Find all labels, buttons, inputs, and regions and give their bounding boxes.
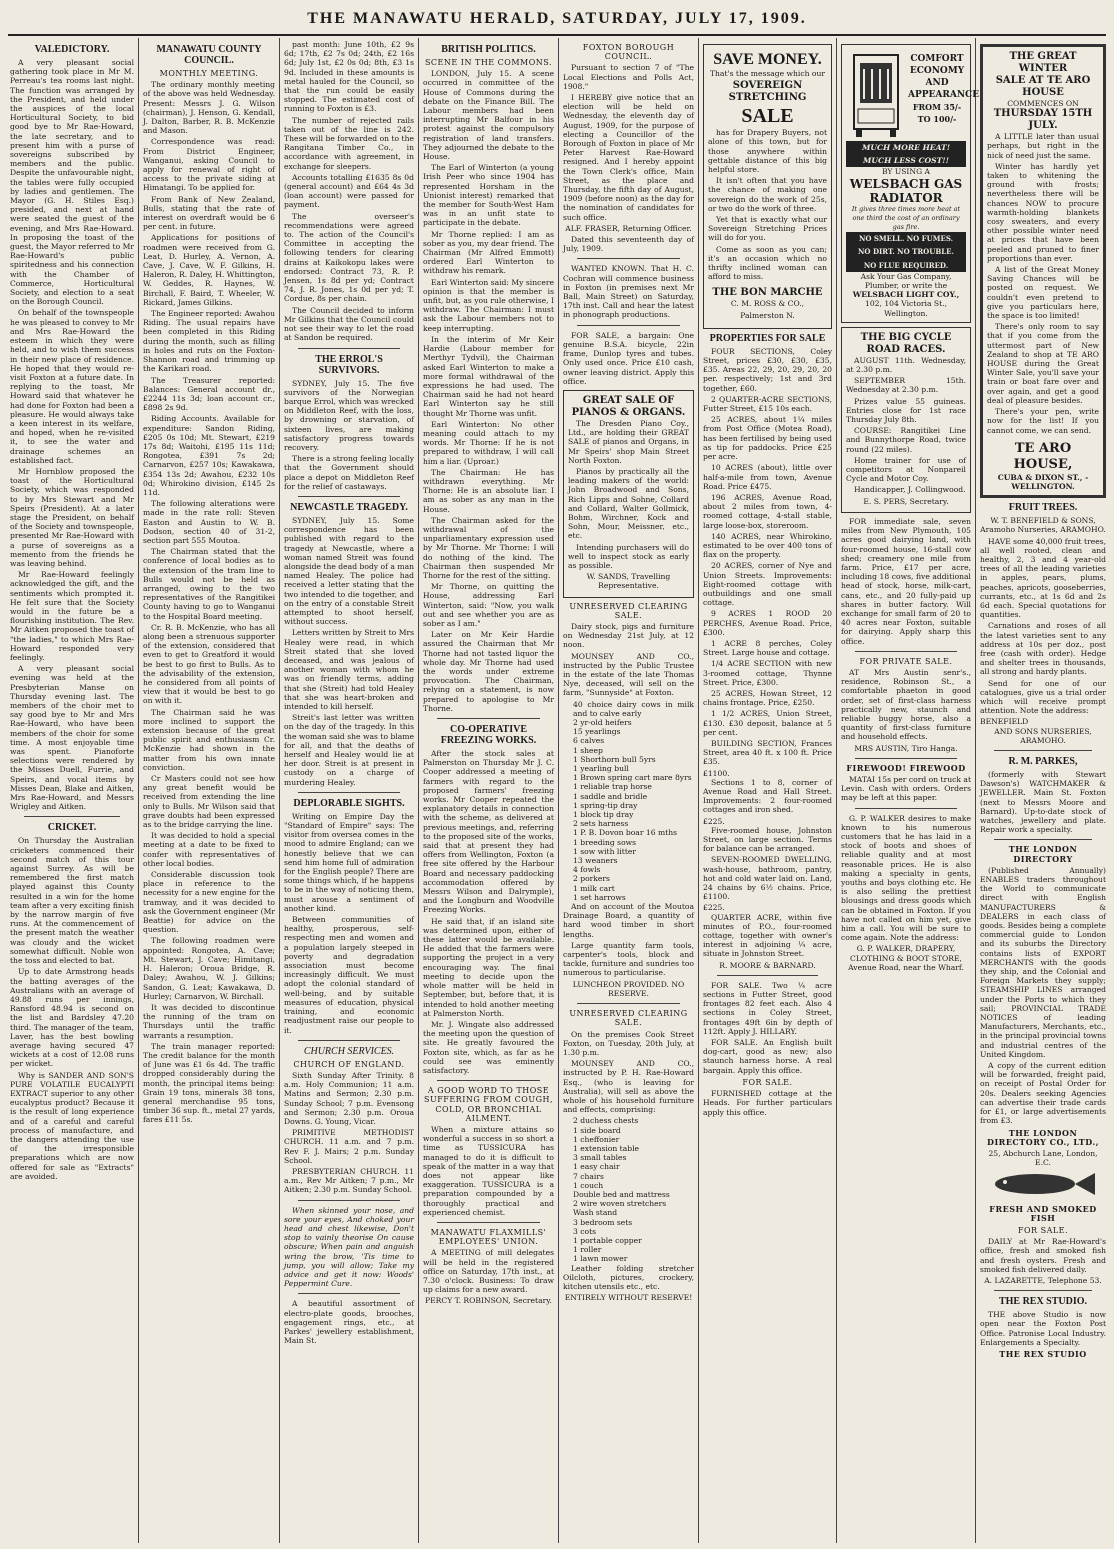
divider xyxy=(577,325,680,326)
article-paragraph: Applications for positions of roadmen were received from G. Leat, D. Hurley, A. Vernon, A. Cave, J. Cave, W. F. Gilkins, H. Haleron, R. Daley, H. Whittington, W. Geddes, R. Haynes, W. Birchall, F. Baird, T. Wheeler, W. Rickard, James Gilkins. xyxy=(143,233,275,307)
advertisement-text: G. P. WALKER desires to make known to his numerous customers that he has laid in a stock of boots and shoes of reliable quality and at most reasonable prices. He is also making a specialty in gents, youths and boys clothing etc. He is also selling the prettiest blousings and dress goods which can be obtained in Foxton. If you have not called on him yet, give him a call. You will be sure to come again. Note the address: xyxy=(841,813,971,943)
article-paragraph: Accounts totalling £1635 8s 0d (general account) and £64 4s 3d (loan account) were passed for payment. xyxy=(284,172,414,210)
ad-heading: SALE xyxy=(741,105,794,128)
article-title: CO-OPERATIVE FREEZING WORKS. xyxy=(440,724,537,747)
article-paragraph: Cr Masters could not see how any great benefit would be received from extending the line only to Bulls. Mr Wilson said that grave doubts had been expressed as to the bridge carrying the line. xyxy=(143,774,275,830)
ad-heading: SOVEREIGN xyxy=(732,80,803,92)
article-paragraph: The Chairman: He has withdrawn everything. Mr Thorne: He is an absolute liar. I am as sober as any man in the House. xyxy=(423,467,554,514)
ad-text: Yet that is exactly what our Sovereign Stretching Prices will do for you. xyxy=(708,215,827,243)
article-paragraph: Streit's last letter was written on the day of the tragedy. In this the woman said she was to blame for all, and that the deaths of herself and Healey would lie at her door. Streit is at present in custody on a charge of murdering Healey. xyxy=(284,713,414,787)
article-paragraph: Mr Thorne replied: I am as sober as you, my dear friend. The Chairman (Mr Alfred Emmott) ordered Earl Winterton to withdraw his remark. xyxy=(423,229,554,276)
furniture-item: 3 bedroom sets xyxy=(573,1217,633,1227)
divider xyxy=(24,816,120,817)
ad-title: THE GREAT WINTER xyxy=(1009,51,1077,74)
sale-item: 1 sheep xyxy=(573,745,603,755)
article-subtitle: CHURCH OF ENGLAND. xyxy=(293,1059,405,1069)
signature: G. P. WALKER, DRAPERY, CLOTHING & BOOT STORE, Avenue Road, near the Wharf. xyxy=(848,944,964,972)
furniture-item: Double bed and mattress xyxy=(573,1189,670,1199)
article-paragraph: Correspondence was read: From District Engineer, Wanganui, asking Council to apply for renewal of right of access to the private siding at Himatangi. To be applied for. xyxy=(143,137,275,193)
ad-text: THE above Studio is now open near the Foxton Post Office. Patronise Local Industry. Enlargements a Specialty. xyxy=(980,1310,1106,1347)
section-subtitle: FOR SALE. xyxy=(1017,1225,1069,1235)
furniture-item: 1 lawn mower xyxy=(573,1254,628,1264)
column-rule xyxy=(698,38,699,1543)
notice-text: Pursuant to section 7 of "The Local Elections and Polls Act, 1908." xyxy=(563,63,694,91)
ad-text: (Published Annually) ENABLES traders throughout the World to communicate direct with English MANUFACTURERS & DEALERS in each class of goods. Besides being a complete commercial guide to London and its suburbs the Directory contains lists of EXPORT MERCHANTS with the goods they ship, and the Colonial and Foreign Markets they supply; STEAMSHIP LINES arranged under the Ports to which they sail; PROVINCIAL TRADE NOTICES of leading Manufacturers, Merchants, etc., in the principal provincial towns and industrial centres of the United Kingdom. xyxy=(980,865,1106,1059)
notice-title: FOR PRIVATE SALE. xyxy=(859,656,953,666)
article-subtitle: MONTHLY MEETING. xyxy=(159,69,259,78)
sale-item: 1 yearling bull xyxy=(573,764,629,774)
article-paragraph: The overseer's recommendations were agreed to. The action of the Council's Committee in accepting the following tenders for clearing drains at Kaikokopu lakes were endorsed: Contract 73, R. P. Jensen, 1s 8d per yd; Contract 74, J. R. Jones, 1s 0d per yd; T. Cordue, 8s per chain. xyxy=(284,211,414,304)
property-listing: 9 ACRES 1 ROOD 20 PERCHES, Avenue Road. Price, £300. xyxy=(703,609,832,637)
signature: E. S. PERS, Secretary. xyxy=(863,496,949,506)
ad-text: has for Drapery Buyers, not alone of this town, but for those anywhere within gettable distance of this big helpful store. xyxy=(708,128,827,175)
verse: When skinned your nose, and sore your eyes, And choked your head and chest likewise, Don't stop to vainly theorise On cause obscure; When pain and anguish wring the brow, 'Tis time to jump, you will allow; Take my advice and get it now: Woods' Peppermint Cure. xyxy=(284,1205,414,1289)
furniture-item: 2 wire woven stretchers xyxy=(573,1199,667,1209)
notice-text: And on account of the Moutoa Drainage Board, a quantity of hard wood timber in short lengths. xyxy=(563,902,694,939)
column-rule xyxy=(558,38,559,1543)
ad-text: SEPTEMBER 15th. Wednesday at 2.30 p.m. xyxy=(846,376,966,395)
article-paragraph: Considerable discussion took place in reference to the necessity for a new engine for the tramway, and it was decided to ask the Government engineer (Mr Beattie) for advice on the question. xyxy=(143,870,275,935)
article-title: MANAWATU COUNTY COUNCIL. xyxy=(156,44,262,66)
article-paragraph: PRESBYTERIAN CHURCH. 11 a.m., Rev Mr Aitken; 7 p.m., Mr Aitken; 2.30 p.m. Sunday School. xyxy=(284,1166,414,1195)
divider xyxy=(298,496,400,497)
property-text: Sections 1 to 8, corner of Avenue Road and Hall Street. Improvements: 2 four-roomed cottages and iron shed. xyxy=(703,777,832,815)
ad-text: Winter has hardly yet taken to whitening the ground with frosts; nevertheless there will be chances NOW to procure warmth-holding blankets cosy sweaters, and every other possible winter need at prices that have been peeled and pruned to finer proportions than ever. xyxy=(987,161,1099,263)
furniture-item: 7 chairs xyxy=(573,1171,604,1181)
ad-text: HAVE some 40,000 fruit trees, all well rooted, clean and healthy, 2, 3 and 4 year-old trees of all the leading varieties in apples, pears, plums, peaches, apricots, gooseberries, currants, etc., at 1s 6d and 2s 6d each. Special quotations for quantities. xyxy=(980,536,1106,620)
article-paragraph: Letters written by Streit to Mrs Healey were read, in which Streit stated that she loved deceased, and was jealous of another woman with whom he was on friendly terms, adding that she (Streit) had told Healey that she was heart-broken and intended to kill herself. xyxy=(284,628,414,711)
ad-subtitle: COMMENCES ON xyxy=(1007,99,1079,108)
company-name: THE LONDON DIRECTORY CO., LTD., xyxy=(987,1127,1099,1147)
property-listing: 1 ACRE 8 perches, Coley Street. Large house and cottage. xyxy=(703,638,832,658)
article-paragraph: In the interim of Mr Keir Hardie (Labour member for Merthyr Tydvil), the Chairman asked Earl Winterton to make a more formal withdrawal of the expressions he had used. The Chairman said he had not heard Earl Winterton say he still thought Mr Thorne was unfit. xyxy=(423,334,554,418)
signature: W. SANDS, Travelling Representative. xyxy=(586,572,671,591)
article-paragraph: Mr Hornblow proposed the toast of the Horticultural Society, which was responded to by Mrs Stewart and Mr Speirs (President). At a later stage the President, on behalf of the Society and townspeople, presented Mr Rae-Howard with a purse of sovereigns as a memento from the friends he was leaving behind. xyxy=(10,466,134,568)
article-title: THE ERROL'S SURVIVORS. xyxy=(315,353,383,376)
heater-brand: WELSBACH GAS RADIATOR xyxy=(849,176,963,205)
divider xyxy=(577,258,680,259)
heater-tag: MUCH LESS COST!! xyxy=(846,154,966,167)
divider xyxy=(298,792,400,793)
store-name: THE BON MARCHE xyxy=(712,287,823,299)
property-listing: 1/4 ACRE SECTION with new 3-roomed cottage, Thynne Street. Price, £300. xyxy=(703,659,832,687)
property-listing: 25 ACRES, about 1¼ miles from Post Office (Motea Road), has been fertilised by being used as tip for paddocks. Price £25 per acre. xyxy=(703,415,832,462)
article-paragraph: On Thursday the Australian cricketers commenced their second match of this tour against Surrey. As will be remembered the first match played against this County resulted in a win for the home team after a very exciting finish by the narrow margin of five runs. At the commencement of the present match the weather was cloudy and the wicket somewhat difficult. Noble won the toss and elected to bat. xyxy=(10,836,134,966)
article-paragraph: Up to date Armstrong heads the batting averages of the Australians with an average of 49.88 runs per innings, Ransford 48.94 is second on the list and Bardsley 47.20 third. The manager of the team, Laver, has the best bowling average having secured 47 wickets at a cost of 12.08 runs per wicket. xyxy=(10,967,134,1069)
heater-address: 102, 104 Victoria St., Wellington. xyxy=(865,299,947,318)
heater-note: It gives three times more heat at one third the cost of an ordinary gas fire. xyxy=(851,204,961,232)
notice-title: FIREWOOD! FIREWOOD xyxy=(846,762,966,773)
article-paragraph: The number of rejected rails taken out of the line is 242. These will be forwarded on to the Rangitana Timber Co., in accordance with agreement, in exchange for sleepers. xyxy=(284,115,414,171)
article-paragraph: There is a strong feeling locally that the Government should place a depot on Middleton Reef for the relief of castaways. xyxy=(284,454,414,491)
sale-item: 1 Shorthorn bull 5yrs xyxy=(573,754,656,764)
article-paragraph: SYDNEY, July 15. Some correspondence has been published with regard to the tragedy at Newcastle, where a woman named Streit was found alongside the dead body of a man named Healey. The police had received a letter stating that the two intended to die together, and on the entry of a constable Streit attempted to shoot herself, without success. xyxy=(284,515,414,627)
article-paragraph: The Chairman asked for the withdrawal of the unparliamentary expression used by Mr Thorne. Mr Thorne: I will do nothing of the kind. The Chairman then suspended Mr Thorne for the rest of the sitting. xyxy=(423,515,554,580)
notice-text: A MEETING of mill delegates will be held in the registered office on Saturday, 17th inst., at 7.30 o'clock. Business: To draw up claims for a new award. xyxy=(423,1248,554,1295)
heater-company: WELSBACH LIGHT COY., xyxy=(852,290,960,300)
section-title: FRUIT TREES. xyxy=(1008,502,1078,514)
article-paragraph: Between communities of healthy, prosperous, self-respecting men and women and a population largely steeped in poverty and degradation association must become increasingly difficult. We must adopt the colonial standard of well-being, and by suitable measures of education, physical training, and economic readjustment raise our people to it. xyxy=(284,915,414,1035)
ad-text: It isn't often that you have the chance of making one sovereign do the work of 25s, or two do the work of three. xyxy=(708,176,827,213)
divider xyxy=(437,1222,540,1223)
sale-items-list xyxy=(563,700,694,902)
property-text: Five-roomed house, Johnston Street, on large section. Terms for balance can be arranged. xyxy=(703,825,832,854)
advertisement-text: FOR SALE. An English built dog-cart, good as new; also staunch harness horse. A real bargain. Apply this office. xyxy=(703,1038,832,1075)
article-title: CHURCH SERVICES. xyxy=(303,1045,395,1057)
ad-text: A list of the Great Money Saving Chances will be posted on request. We couldn't even pretend to give you particulars here, the space is too limited! xyxy=(987,265,1099,321)
article-paragraph: Riding Accounts. Available for expenditure: Sandon Riding, £205 0s 10d; Mt. Stewart, £219 17s 8d; Waitohi, £195 11s 11d; Rongotea, £391 7s 2d; Carnarvon, £257 10s; Kawakawa, £354 13s 2d; Awahou, £232 10s 0d; Whirokino division, £145 2s 11d. xyxy=(143,414,275,497)
column-rule xyxy=(138,38,139,1543)
ad-text: COURSE: Rangitikei Line and Bunnythorpe Road, twice round (22 miles). xyxy=(846,426,966,454)
fish-icon xyxy=(980,1169,1100,1199)
heater-by: BY USING A xyxy=(881,167,931,177)
sale-item: 13 weaners xyxy=(573,856,618,866)
notice-text: Dated this seventeenth day of July, 1909. xyxy=(563,235,694,254)
sale-item: 2 sets harness xyxy=(573,819,629,829)
article-paragraph: The Council decided to inform Mr Gilkins that the Council could not see their way to let the road at Sandon be required. xyxy=(284,305,414,343)
notice-text: On the premises Cook Street Foxton, on Tuesday, 20th July, at 1.30 p.m. xyxy=(563,1029,694,1057)
radiator-illustration xyxy=(846,49,980,141)
ad-text: Palmerston N. xyxy=(740,310,795,320)
ad-heading: STRETCHING xyxy=(728,92,807,104)
ad-text: Pianos by practically all the leading makers of the world: John Broadwood and Sons, Rich Lipps and Sohne, Collard and Collard, Walter Gollmick, Bohm, Wirchner, Kock and Sohn, Mour, Meissner, etc., etc. xyxy=(568,466,689,541)
notice-text: MOUNSEY AND CO., instructed by P. H. Rae-Howard Esq., (who is leaving for Australia), will sell as above the whole of his household furniture and effects, comprising: xyxy=(563,1059,694,1115)
furniture-item: 1 side board xyxy=(573,1125,621,1135)
article-paragraph: The train manager reported: The credit balance for the month of June was £1 6s 4d. The traffic dropped considerably during the month, the principal items being: Grain 19 tons, minerals 38 tons, general merchandise 95 tons, timber 36 sup. ft., metal 27 yards, fares £11 5s. xyxy=(143,1041,275,1125)
article-paragraph: The following roadmen were appointed: Rongotea, A. Cave; Mt. Stewart, J. Cave; Himitangi, H. Haleron; Oroua Bridge, R. Daley; Awahou, W. J. Gilkins; Sandon, G. Leat; Kawakawa, D. Hurley; Carnarvon, W. Birchall. xyxy=(143,936,275,1001)
article-title: BRITISH POLITICS. xyxy=(441,44,536,55)
heater-tag: MUCH MORE HEAT! xyxy=(846,141,966,154)
sale-item: 1 sow with litter xyxy=(573,846,636,856)
sale-item: 1 reliable trap horse xyxy=(573,782,652,792)
signature: R. MOORE & BARNARD. xyxy=(719,960,816,970)
article-subtitle: A GOOD WORD TO THOSE SUFFERING FROM COUGH, COLD, OR BRONCHIAL AILMENT. xyxy=(424,1086,553,1123)
property-listing: 25 ACRES, Howan Street, 12 chains frontage. Price, £250. xyxy=(703,688,832,708)
article-paragraph: It was decided to discontinue the running of the tram on Thursdays until the traffic warrants a resumption. xyxy=(143,1002,275,1040)
article-paragraph: The Earl of Winterton (a young Irish Peer who since 1904 has represented Horsham in the Unionist interest) remarked that the member for South-West Ham was in an unfit state to participate in the debate. xyxy=(423,163,554,228)
column-rule xyxy=(975,38,976,1543)
notice-title: UNRESERVED CLEARING SALE. xyxy=(569,1009,688,1028)
sale-item: 2 yr-old heifers xyxy=(573,718,632,727)
article-paragraph: The Treasurer reported: Balances: General account dr., £2244 11s 3d; loan account cr., £898 2s 9d. xyxy=(143,375,275,413)
ad-title: SALE AT TE ARO HOUSE xyxy=(995,75,1091,98)
section-title: FRESH AND SMOKED FISH xyxy=(989,1203,1097,1223)
article-paragraph: SYDNEY, July 15. The five survivors of the Norwegian barque Errol, which was wrecked on Middleton Reef, with the loss, by drowning or starvation, of sixteen lives, are making satisfactory progress towards recovery. xyxy=(284,378,414,452)
ad-text: A LITTLE later than usual perhaps, but right in the nick of need just the same. xyxy=(987,132,1099,160)
sale-item: 1 milk cart xyxy=(573,883,615,893)
company-address: 25, Abchurch Lane, London, E.C. xyxy=(988,1148,1098,1168)
sale-item: 6 calves xyxy=(573,736,605,746)
property-text: SEVEN-ROOMED DWELLING, wash-house, bathroom, pantry, hot and cold water laid on. Land, 24 chains by 6½ chains. Price, £1100. xyxy=(703,855,832,902)
article-paragraph: The Engineer reported: Awahou Riding. The usual repairs have been completed in this Riding during the month, such as filling in holes and ruts on the Foxton-Shannon road and trimming up the Karikari road. xyxy=(143,309,275,374)
properties-list xyxy=(703,347,832,767)
heater-headline: COMFORT ECONOMY AND APPEARANCE FROM 35/-TO 100/- xyxy=(908,54,980,124)
ad-date: THURSDAY 15TH JULY. xyxy=(993,108,1093,132)
ad-text: Carnations and roses of all the latest varieties sent to any address at 10s per doz., post free (cash with order). Hedge and shelter trees in thousands, all strong and hardy plants. xyxy=(980,621,1106,677)
ad-text: C. M. ROSS & CO., xyxy=(730,299,805,309)
ad-title: GREAT SALE OF PIANOS & ORGANS. xyxy=(571,394,686,418)
notice-text: I HEREBY give notice that an election will be held on Wednesday, the eleventh day of August, 1909, for the purpose of electing a Councillor of the Borough of Foxton in place of Mr Peter Harvest Rae-Howard resigned. And I hereby appoint the Town Clerk's office, Main Street, as the place and Thursday, the fifth day of August, 1909 (before noon) as the day for the nomination of candidates for such office. xyxy=(563,93,694,222)
sale-item: 1 spring-tip dray xyxy=(573,800,638,810)
article-paragraph: A very pleasant social gathering took place in Mr M. Perreau's tea rooms last night. The function was arranged by the President, and held under the auspices of the local Horticultural Society, to bid good bye to Mr Rae-Howard, the late secretary, and to present him with a purse of sovereigns subscribed by members and the public. Despite the unfavourable night, the tables were fully occupied by ladies and gentlemen. The Mayor (G. H. Stiles Esq.) presided, and next at hand were seated the guest of the evening, and Mrs Rae-Howard. In proposing the toast of the guest, the Mayor referred to Mr Rae-Howard's public spiritedness and his connection with the Chamber of Commerce, Horticultural Society, and election to a seat on the Borough Council. xyxy=(10,58,134,307)
property-listing: 20 ACRES, corner of Nye and Union Streets. Improvements: Eight-roomed cottage with outbuildings and one small cottage. xyxy=(703,561,832,608)
ad-text: (formerly with Stewart Dawson's) WATCHMAKER & JEWELLER. Main St. Foxton (next to Messrs Moore and Barnard). Up-to-date stock of watches, jewellery and plate. Repair work a specialty. xyxy=(980,769,1106,835)
advertisement-text: A beautiful assortment of electro-plate goods, brooches, engagement rings, etc., at Parkes' jewellery establishment, Main St. xyxy=(284,1299,414,1346)
sale-item: 2 porkers xyxy=(573,874,610,884)
ad-text: There's only room to say that if you come from the uttermost part of New Zealand to shop at TE ARO HOUSE during the Great Winter Sale, you'll save your train or boat fare over and over again, and get a good deal of pleasure besides. xyxy=(987,322,1099,405)
divider xyxy=(994,1290,1092,1291)
article-paragraph: PRIMITIVE METHODIST CHURCH. 11 a.m. and 7 p.m. Rev F. J. Mairs; 2 p.m. Sunday School. xyxy=(284,1128,414,1165)
article-paragraph: After the stock sales at Palmerston on Thursday Mr J. C. Cooper addressed a meeting of farmers with regard to the proposed farmers' freezing works. Mr Cooper repeated the explanatory details in connection with the scheme, as delivered at previous meetings, and, referring to the proposed site of the works, said that at present they had offers from Wellington, Foxton (a free site offered by the Harbour Board and necessary paddocking accommodation offered by Messrs Wilson and Dalrymple), and the Longburn and Woodville Freezing Works. xyxy=(423,749,554,915)
ad-text: Send for one of our catalogues, give us a trial order which will receive prompt attention. Note the address: xyxy=(980,678,1106,716)
advertisement-text: WANTED KNOWN. That H. C. Cochran will commence business in Foxton (in premises next Mr Ball, Main Street) on Saturday, 17th inst. Call and hear the latest in phonograph productions. xyxy=(563,264,694,320)
column-5 xyxy=(563,40,694,1545)
masthead-rule xyxy=(8,34,1106,36)
sovereign-sale-ad xyxy=(703,44,832,329)
sale-item: 40 choice dairy cows in milk and to calve early xyxy=(573,699,694,718)
furniture-item: 1 cheffonier xyxy=(573,1134,620,1144)
article-paragraph: Sixth Sunday After Trinity. 8 a.m. Holy Communion; 11 a.m. Matins and Sermon; 2.30 p.m. Sunday School; 7 p.m. Evensong and Sermon; 2.30 p.m. Oroua Downs. G. Young, Vicar. xyxy=(284,1070,414,1126)
ad-text: There's your pen, write now for the list! If you cannot come, we can send. xyxy=(987,407,1099,435)
article-title: CRICKET. xyxy=(47,822,97,834)
heater-feature: NO FLUE REQUIRED. xyxy=(846,259,966,272)
advertisement-text: FOR SALE. Two ¼ acre sections in Futter Street, good frontages 82 feet each. Also 4 sections in Coley Street, frontages 49ft 6in by depth of 112ft. Apply J. HILLARY. xyxy=(703,980,832,1036)
column-rule xyxy=(836,38,837,1543)
notice-text: Leather folding stretcher Oilcloth, pictures, crockery, kitchen utensils etc., etc. xyxy=(563,1263,694,1291)
ad-text: AND SONS NURSERIES, ARAMOHO. xyxy=(994,726,1092,745)
sale-item: 4 fowls xyxy=(573,865,601,875)
article-title: NEWCASTLE TRAGEDY. xyxy=(290,501,408,513)
heater-ask: Ask Your Gas Company, Plumber, or write the xyxy=(860,271,952,291)
column-2 xyxy=(143,40,275,1545)
property-listing: 140 ACRES, near Whirokino, estimated to be over 400 tons of flax on the property. xyxy=(703,531,832,560)
te-aro-sale-ad xyxy=(980,44,1106,498)
column-1 xyxy=(10,40,134,1545)
article-paragraph: From Bank of New Zealand, Bulls, stating that the rate of interest on overdraft would be 6 per cent. in future. xyxy=(143,194,275,232)
divider xyxy=(717,975,818,976)
heater-feature: NO SMELL. NO FUMES. xyxy=(846,232,966,245)
article-paragraph: The Chairman stated that the conference of local bodies as to the extension of the tram line to Bulls would not be held as arranged, owing to the two representatives of the Rangitikei County having to go to Wanganui to the Hospital Board meeting. xyxy=(143,547,275,621)
divider xyxy=(577,1003,680,1004)
divider xyxy=(298,1200,400,1201)
divider xyxy=(994,839,1092,840)
section-title: R. M. PARKES, xyxy=(1008,755,1078,767)
section-title: THE REX STUDIO xyxy=(999,1348,1087,1359)
divider xyxy=(437,1080,540,1081)
article-paragraph: Mr Thorne, on quitting the House, addressing Earl Winterton, said: "Now, you walk out and see whether you are as sober as I am." xyxy=(423,582,554,628)
article-paragraph: Earl Winterton said: My sincere opinion is that the member is unfit, but, as you rule otherwise, I withdraw. The Chairman: I must ask the Labour members not to keep interrupting. xyxy=(423,277,555,333)
divider xyxy=(298,1040,400,1041)
ad-text: The Dresden Piano Coy., Ltd., are holding their GREAT SALE of pianos and Organs, in Mr Speirs' shop Main Street North Foxton. xyxy=(568,418,689,465)
notice-text: LUNCHEON PROVIDED. NO RESERVE. xyxy=(572,979,685,998)
section-title: PROPERTIES FOR SALE xyxy=(709,332,826,344)
article-subtitle: SCENE IN THE COMMONS. xyxy=(424,58,553,67)
advertisement-text: FURNISHED cottage at the Heads. For further particulars apply this office. xyxy=(703,1089,832,1117)
divider xyxy=(298,348,400,349)
advertisement-text: MATAI 15s per cord on truck at Levin. Cash with orders. Orders may be left at this paper. xyxy=(841,774,971,803)
furniture-item: 1 portable copper xyxy=(573,1235,642,1245)
advertisement-text: When a mixture attains so wonderful a success in so short a time as TUSSICURA has managed to do it is difficult to speak of the matter in a way that does not appear like exaggeration. TUSSICURA is a preparation compounded by a thoroughly practical and experienced chemist. xyxy=(423,1124,554,1217)
furniture-item: 1 extension table xyxy=(573,1143,640,1153)
ad-text: Come as soon as you can; it's an occasion which no thrifty inclined woman can afford to miss. xyxy=(708,244,827,282)
piano-sale-ad xyxy=(563,390,694,598)
ad-text: Prizes value 55 guineas. Entries close for 1st race Thursday July 8th. xyxy=(846,396,966,425)
ad-text: W. T. BENEFIELD & SONS, Aramoho Nurseries, ARAMOHO. xyxy=(980,516,1106,535)
advertisement-text: AT Mrs Austin senr's., residence, Robinson St., a comfortable phaeton in good order, set of first-class harness practically new, staunch and reliable buggy horse, also a quantity of first-class furniture and household effects. xyxy=(841,667,971,742)
article-paragraph: Mr. J. Wingate also addressed the meeting upon the question of site. He greatly favoured the Foxton site, which, as far as he could see was eminently satisfactory. xyxy=(423,1019,554,1075)
divider xyxy=(855,808,957,809)
radiator-icon xyxy=(846,49,906,139)
article-paragraph: The following alterations were made in the rate roll: Steven Easton and Austin to W. B. Dodson, section 40 of 31-2, section part 555 Moutoa. xyxy=(143,499,275,545)
sale-item: 15 yearlings xyxy=(573,727,621,737)
ad-text: A copy of the current edition will be forwarded, freight paid, on receipt of Postal Order for 20s. Dealers seeking Agencies can advertise their trade cards for £1, or large advertisements from £3. xyxy=(980,1061,1106,1126)
property-listing: FOUR SECTIONS, Coley Street, prices £30, £30, £35, £35. Areas 22, 29, 20, 29, 20, 20 per. respectively; 1st and 3rd together, £60. xyxy=(703,346,832,393)
article-paragraph: LONDON, July 15. A scene occurred in committee of the House of Commons during the debate on the Finance Bill. The Labour members had been interrupting Mr Balfour in his protest against the compulsory registration of land transfers. They adjourned the debate to the House. xyxy=(423,69,554,162)
furniture-item: 3 cots xyxy=(573,1226,597,1236)
notice-text: Dairy stock, pigs and furniture on Wednesday 21st July, at 12 noon. xyxy=(563,621,694,650)
column-6 xyxy=(703,40,832,1545)
furniture-list xyxy=(563,1116,694,1263)
article-paragraph: Writing on Empire Day the "Standard of Empire" says: The visitor from oversea comes in the mood to admire England; can we honestly believe that we can send him home full of admiration for the English people? There are some things which, if he happens to be in the way of noticing them, must arouse a sentiment of another kind. xyxy=(284,811,414,913)
column-4 xyxy=(423,40,554,1545)
property-text: QUARTER ACRE, within five minutes of P.O., four-roomed cottage, together with owner's interest in adjoining ¼ acre, situate in Johnston Street. xyxy=(703,912,832,959)
column-rule xyxy=(418,38,419,1543)
signature: PERCY T. ROBINSON, Secretary. xyxy=(425,1296,552,1306)
store-address: CUBA & DIXON ST., - WELLINGTON. xyxy=(997,472,1089,491)
sale-item: 1 Brown spring cart mare 8yrs xyxy=(573,773,692,783)
section-title: THE REX STUDIO. xyxy=(998,1296,1088,1308)
ad-text: DAILY at Mr Rae-Howard's office, fresh and smoked fish and fresh oysters. Fresh and smoked fish delivered daily. xyxy=(980,1237,1106,1274)
heater-feature: NO DIRT. NO TROUBLE. xyxy=(846,245,966,258)
price-heading: £225. xyxy=(703,816,725,826)
furniture-item: 2 duchess chests xyxy=(573,1116,639,1126)
advertisement-text: Why is SANDER AND SON'S PURE VOLATILE EUCALYPTI EXTRACT superior to any other eucalyptus product? Because it is the result of long experience and of a careful and careful process of manufacture, and the dangers attending the use of the irresponsible preparations which are now offered for sale as "Extracts" are avoided. xyxy=(10,1070,134,1181)
article-paragraph: The ordinary monthly meeting of the above was held Wednesday. Present: Messrs J. G. Wilson (chairman), J. Henson, G. Kendall, J. Dalton, Barber, R. B. McKenzie and Mason. xyxy=(143,80,275,136)
article-paragraph: Cr. R. B. McKenzie, who has all along been a strenuous supporter of the extension, considered that even to get to Greatford it would be best to go first to Bulls. As to the advisability of the extension, he considered from all points of view that it would be best to go on with it. xyxy=(143,622,275,706)
ad-text: AUGUST 11th. Wednesday, at 2.30 p.m. xyxy=(846,355,966,375)
notice-text: Large quantity farm tools, carpenter's tools, block and tackle, furniture and sundries too numerous to particularise. xyxy=(563,940,694,978)
nursery-name: BENEFIELD xyxy=(980,717,1029,727)
section-title: THE LONDON DIRECTORY xyxy=(1008,844,1078,864)
column-8 xyxy=(980,40,1106,1545)
advertisement-text: FOR SALE, a bargain: One genuine B.S.A. bicycle, 22in frame, Dunlop tyres and tubes. Only used once. Price £10 cash, owner leaving district. Apply this office. xyxy=(563,330,694,386)
furniture-item: 1 couch xyxy=(573,1180,604,1190)
property-listing: BUILDING SECTION, Frances Street, area 40 ft. x 100 ft. Price £35. xyxy=(703,738,832,767)
article-title: DEPLORABLE SIGHTS. xyxy=(293,797,405,809)
signature: MRS AUSTIN, Tiro Hanga. xyxy=(854,743,958,753)
ad-title: SAVE MONEY. xyxy=(713,51,822,68)
divider xyxy=(855,651,957,652)
cycle-races-ad xyxy=(841,327,971,513)
notice-title: FOR SALE. xyxy=(742,1077,793,1087)
divider xyxy=(437,718,540,719)
article-paragraph: A very pleasant social evening was held at the Presbyterian Manse on Thursday evening last. The members of the choir met to say good bye to Mr and Mrs Rae-Howard, who have been members of the choir for some time. A most enjoyable time was spent. Pianoforte selections were rendered by the Misses Duell, Furrie, and Speirs, and vocal items by Misses Dean, Blake and Aitken, Mrs Rae-Howard, and Messrs Wrigley and Aitken. xyxy=(10,664,134,812)
article-paragraph: past month: June 10th, £2 9s 6d; 17th, £2 7s 0d; 24th, £2 16s 6d; July 1st, £2 0s 0d; 8th, £3 1s 9d. Included in these amounts is metal hauled for the Council, so that the run could be easily stopped. The estimated cost of running to Foxton is £3. xyxy=(284,40,414,114)
ad-text: Intending purchasers will do well to inspect stock as early as possible. xyxy=(568,542,689,570)
masthead xyxy=(0,0,1114,34)
property-listing: 1 1/2 ACRES, Union Street, £130. £30 deposit, balance at 5 per cent. xyxy=(703,709,832,737)
notice-title: UNRESERVED CLEARING SALE. xyxy=(569,601,688,620)
signature: ALF. FRASER, Returning Officer. xyxy=(565,223,692,233)
furniture-item: Wash stand xyxy=(573,1208,618,1218)
notice-text: MOUNSEY AND CO., instructed by the Public Trustee in the estate of the late Thomas Nye, deceased, will sell on the farm, "Sunnyside" at Foxton. xyxy=(563,651,694,698)
ad-text: Handicapper, J. Collingwood. xyxy=(854,485,966,495)
price-heading: £225. xyxy=(703,903,725,913)
furniture-item: 3 small tables xyxy=(573,1153,627,1163)
sale-item: 1 set harrows xyxy=(573,892,626,902)
notice-title: FOXTON BOROUGH COUNCIL. xyxy=(582,43,675,62)
property-listing: 10 ACRES (about), little over half-a-mile from town, Avenue Road. Price £475. xyxy=(703,463,832,491)
sale-item: 1 block tip dray xyxy=(573,810,634,820)
store-name: TE ARO HOUSE, xyxy=(1013,440,1073,472)
property-listing: 2 QUARTER-ACRE SECTIONS, Futter Street, £15 10s each. xyxy=(703,394,832,414)
advertisement-text: FOR immediate sale, seven miles from New Plymouth, 105 acres good dairying land, with four-roomed house, 16-stall cow shed; creamery one mile from farm. Price, £17 per acre, including 18 cows, five additional head of stock, horse, milk-cart, cans, etc., and 20 fully-paid up shares in butter factory. Will exchange for small farm of 20 to 40 acres near Foxton, suitable for dairying. Apply sharp this office. xyxy=(841,516,971,646)
column-7 xyxy=(841,40,980,1545)
furniture-item: 1 roller xyxy=(573,1245,602,1255)
article-title: VALEDICTORY. xyxy=(34,44,110,55)
sale-item: 1 breeding sows xyxy=(573,837,637,847)
signature: A. LAZARETTE, Telephone 53. xyxy=(984,1275,1102,1285)
article-paragraph: It was decided to hold a special meeting at a date to be fixed to confer with representatives of other local bodies. xyxy=(143,831,275,868)
divider xyxy=(855,758,957,759)
masthead-title: THE MANAWATU HERALD, SATURDAY, JULY 17, 1909. xyxy=(307,10,807,27)
notice-text: ENTIRELY WITHOUT RESERVE! xyxy=(564,1293,693,1303)
furniture-item: 1 easy chair xyxy=(573,1162,620,1172)
column-3 xyxy=(284,40,414,1545)
column-rule xyxy=(279,38,280,1543)
sale-item: 1 P. B. Dovon boar 16 mths xyxy=(573,828,677,838)
divider xyxy=(298,1293,400,1294)
article-paragraph: Later on Mr Keir Hardie assured the Chairman that Mr Thorne had not tasted liquor the whole day. Mr Thorne had used the words under extreme provocation. The Chairman, relying on a statement, is now prepared to apologise to Mr Thorne. xyxy=(423,630,554,713)
article-paragraph: Earl Winterton: No other meaning could attach to my words. Mr Thorne: If he is not prepared to withdraw, I will call him a liar. (Uproar.) xyxy=(423,419,554,466)
article-paragraph: He said that, if an island site was determined upon, either of these latter would be available. He added that the farmers were supporting the project in a very encouraging way. The final meeting to decide upon the whole matter will be held in September, but, before that, it is intended to hold another meeting at Palmerston North. xyxy=(423,916,554,1018)
sale-item: 1 saddle and bridle xyxy=(573,791,648,801)
ad-text: That's the message which our xyxy=(709,69,826,78)
ad-text: Home trainer for use of competitors at Nonpareil Cycle and Motor Coy. xyxy=(846,455,966,484)
article-paragraph: On behalf of the townspeople he was pleased to convey to Mr and Mrs Rae-Howard the esteem in which they were held, and to wish them success in their new place of residence. He hoped that they would re-visit Foxton at a future date. In replying to the toast, Mr Howard said that whatever he had done for Foxton had been a pleasure. He would always take a keen interest in its welfare, and hoped, when he re-visited it, to see the water and drainage schemes an established fact. xyxy=(10,308,134,465)
divider xyxy=(994,750,1092,751)
gas-radiator-ad xyxy=(841,44,980,323)
property-listing: 196 ACRES, Avenue Road, about 2 miles from town, 4-roomed cottage, 4-stall stable, large loose-box, storeroom. xyxy=(703,492,832,530)
price-heading: £1100. xyxy=(703,768,730,778)
article-paragraph: Mr Rae-Howard feelingly acknowledged the gift, and the sentiments which prompted it. He felt sure that the Society would in the future be a flourishing institution. The Rev. Mr Aitken proposed the toast of "the ladies," to which Mrs Rae-Howard responded very feelingly. xyxy=(10,570,134,662)
article-paragraph: The Chairman said he was more inclined to support the extension because of the great public spirit and enthusiasm Cr. McKenzie had shown in the matter from his own innate conviction. xyxy=(143,707,275,772)
article-subtitle: MANAWATU FLAXMILLS' EMPLOYEES' UNION. xyxy=(430,1227,547,1247)
ad-title: THE BIG CYCLE ROAD RACES. xyxy=(860,331,952,355)
